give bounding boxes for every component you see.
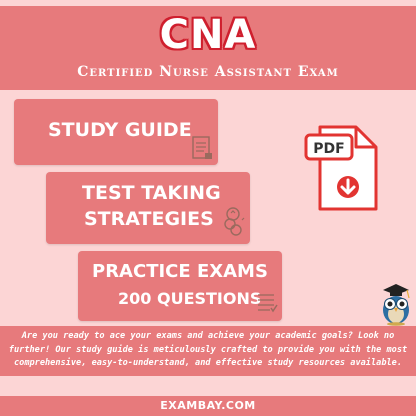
study-guide-label: STUDY GUIDE [48,119,192,141]
test-taking-label-line1: TEST TAKING [82,182,221,204]
owl-mascot-icon [379,282,413,326]
description-line3: comprehensive, easy-to-understand, and effective study resources available. [13,358,403,368]
test-taking-label-line2: STRATEGIES [84,208,214,230]
document-icon [190,135,214,161]
practice-exams-questions: 200 QUESTIONS [118,289,262,308]
practice-exams-label: PRACTICE EXAMS [92,261,268,282]
study-guide-card [14,99,218,165]
page-subtitle: Certified Nurse Assistant Exam [77,64,339,80]
test-taking-strategies-card [46,172,250,244]
brain-icon [220,206,246,238]
description-line2: further! Our study guide is meticulously crafted to provide you with the most [8,344,408,355]
description-line1: Are you ready to ace your exams and achieve your academic goals? Look no [21,331,395,341]
pdf-badge-text: PDF [313,141,345,157]
practice-exams-card [78,251,282,321]
checklist-icon [254,289,278,315]
description-text [0,326,416,376]
pdf-download-icon [304,123,380,215]
brand-link[interactable]: EXAMBAY.COM [0,396,416,416]
page-title: CNA [159,12,257,58]
